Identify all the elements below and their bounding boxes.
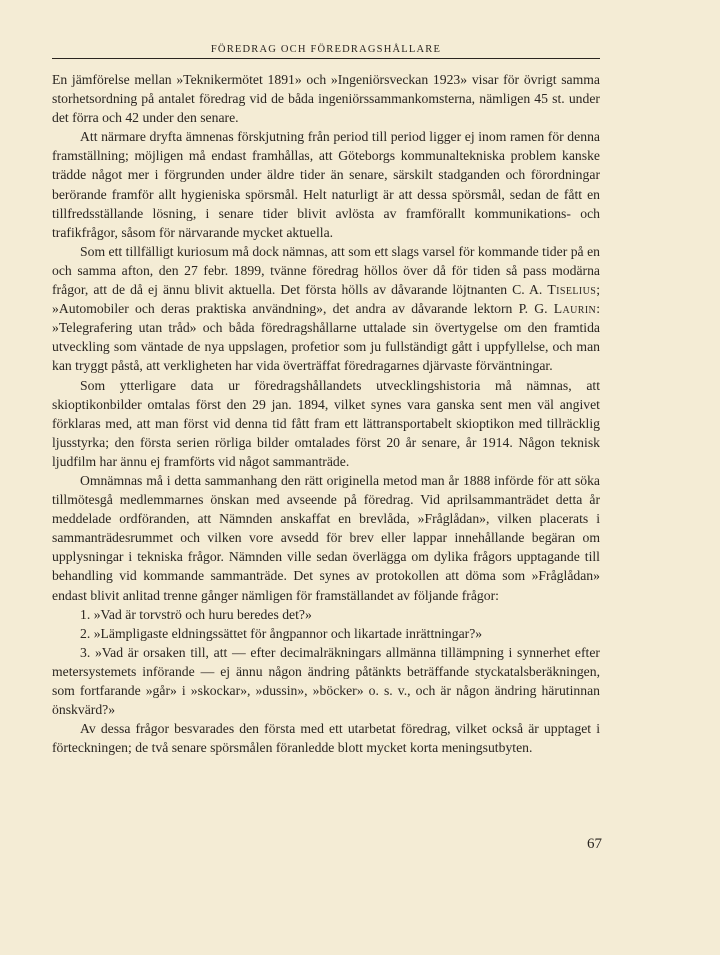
person-name-tiselius: Tiselius: [547, 282, 597, 298]
paragraph-history-data: Som ytterligare data ur föredragshållandets utvecklingshistoria må nämnas, att skioptikonbilder omtalas först den 29 jan. 1894, vilket synes vara ganska sent men väl angivet förklaras med, att man först vid denna tid fått fram ett lättransportabelt skioptikon med tillräcklig ljusstyrka; den första serien rörliga bilder omtalades först 20 år senare, år 1914. Någon teknisk ljudfilm har ännu ej framförts vid något sammanträde.: [52, 377, 600, 469]
page-number: 67: [587, 836, 602, 852]
body-text: [52, 70, 600, 757]
curiosum-text-middle: ; »Automobiler och deras praktiska användning», det andra av dåvarande lektorn P. G.: [52, 282, 600, 317]
curiosum-text-end: : »Telegrafering utan tråd» och båda föredragshållarne uttalade sin övertygelse om den framtida utveckling som väntade de nya uppslagen, profetior som ju fullständigt gått i uppfyllelse, och man kan tryggt påstå, att verkligheten har vida överträffat föredragarnes djärvaste förväntningar.: [52, 301, 600, 374]
paragraph-question-box: Omnämnas må i detta sammanhang den rätt originella metod man år 1888 införde för att söka tillmötesgå medlemmarnes önskan med avseende på föredrag. Vid aprilsammanträdet detta år meddelade ordföranden, att Nämnden anskaffat en brevlåda, »Frågl​ådan», vilken placerats i sammanträdesrummet och vilken vore avsedd för brev eller lappar innehållande begäran om upplysningar i tekniska frågor. Nämnden ville sedan överlägga om dylika frågors upptagande till behandling vid kommande sammanträde. Det synes av protokollen att döma som »Frågl​ådan» endast blivit anlitad trenne gånger nämligen för framställandet av följande frågor:: [52, 472, 600, 603]
question-item-2: 2. »Lämpligaste eldningssättet för ångpannor och likartade inrättningar?»: [80, 625, 483, 641]
running-header: FÖREDRAG OCH FÖREDRAGSHÅLLARE: [52, 44, 600, 59]
person-name-laurin: Laurin: [553, 301, 597, 317]
paragraph-curiosum: [52, 242, 600, 376]
paragraph-comparison: En jämförelse mellan »Teknikermötet 1891» och »Ingeniörsveckan 1923» visar för övrigt samma storhetsordning på antalet föredrag vid de båda ingeniörssammankomsterna, nämligen 45 st. under det förra och 42 under den senare.: [52, 72, 600, 126]
paragraph-topics-shift: Att närmare dryfta ämnenas förskjutning från period till period ligger ej inom ramen för denna framställning; möjligen må endast framhållas, att Göteborgs kommunaltekniska problem kanske trädde något mer i förgrunden under äldre tider än senare, särskilt stadganden och förordningar berörande framför allt hygieniska spörsmål. Helt naturligt är att dessa spörsmål, sedan de fått en tillfredsställande lösning, i senare tider blivit avlösta av framförallt kommunikations- och trafikfrågor, såsom för närvarande mycket aktuella.: [52, 129, 600, 240]
question-item-1: 1. »Vad är torvströ och huru beredes det?»: [80, 606, 312, 622]
paragraph-conclusion: Av dessa frågor besvarades den första med ett utarbetat föredrag, vilket också är upptaget i förteckningen; de två senare spörsmålen föranledde blott mycket korta meningsutbyten.: [52, 721, 600, 756]
question-item-3: 3. »Vad är orsaken till, att — efter decimalräkningars allmänna tillämpning i synnerhet efter metersystemets införande — ej ännu någon ändring påtänkts beträffande styckatalsberäkningen, som fortfarande »går» i »skockar», »dussin», »böcker» o. s. v., och är någon ändring härutinnan önskvärd?»: [52, 644, 600, 718]
curiosum-text-start: Som ett tillfälligt kuriosum må dock nämnas, att som ett slags varsel för kommande tider på en och samma afton, den 27 febr. 1899, tvänne föredrag höllos över då för tiden så pass modärna frågor, att de då ej ännu blivit aktuella. Det första hölls av dåvarande löjtnanten C. A.: [52, 243, 600, 298]
